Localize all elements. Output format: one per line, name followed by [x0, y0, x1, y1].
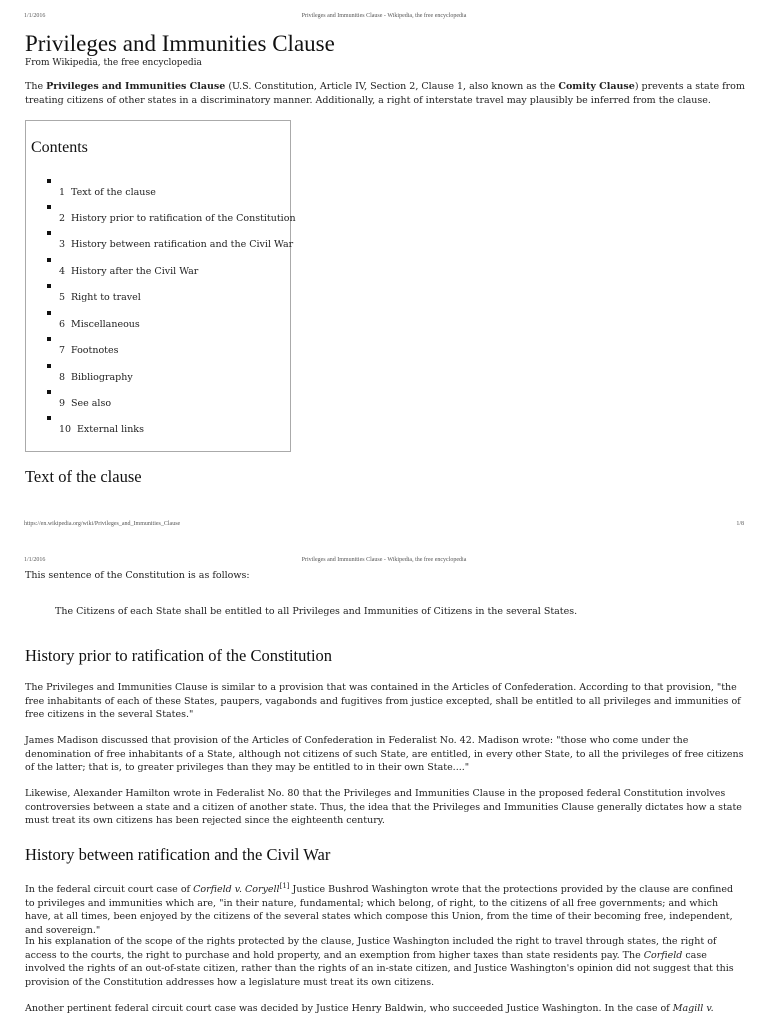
toc-item[interactable]	[26, 416, 290, 442]
toc-item[interactable]	[26, 311, 290, 337]
bullet-icon	[47, 205, 51, 209]
reference-link[interactable]: [1]	[279, 882, 290, 890]
paragraph-text: Likewise, Alexander Hamilton wrote in Federalist No. 80 that the Privileges and Immunities Clause in the proposed federal Constitution involves controversies between a state and a citizen of another state. Thus, the idea that the Privileges and Immunities Clause generally dictates how a state must treat its own citizens has been rejected since the eighteenth century.	[25, 788, 742, 826]
article-header	[25, 31, 745, 68]
section-heading-text-of-clause: Text of the clause	[25, 467, 142, 486]
toc-item-label[interactable]: History after the Civil War	[71, 266, 199, 277]
toc-item-label[interactable]: Right to travel	[71, 292, 141, 303]
section-paragraph	[25, 935, 745, 989]
toc-title: Contents	[31, 139, 88, 156]
toc-item-label[interactable]: External links	[77, 424, 144, 435]
section-paragraph	[25, 1002, 745, 1016]
toc-item-number: 4	[59, 266, 66, 277]
toc-item[interactable]	[26, 179, 290, 205]
toc-item-number: 6	[59, 319, 66, 330]
paragraph-text: case involved the rights of an out-of-state citizen, rather than the rights of an in-state citizen, and Justice Washington's opinion did not suggest that this provision of the Constitution addresses how a legislature must treat its own citizens.	[25, 949, 734, 988]
toc-item-number: 7	[59, 345, 66, 356]
table-of-contents	[25, 120, 296, 452]
toc-item-label[interactable]: Text of the clause	[71, 187, 156, 198]
toc-item-number: 9	[59, 398, 66, 409]
bullet-icon	[47, 337, 51, 341]
page-header-title: Privileges and Immunities Clause - Wikipedia, the free encyclopedia	[301, 557, 467, 563]
bullet-icon	[47, 179, 51, 183]
intro-text: ) prevents a state from treating citizens of other states in a discriminatory manner. Additionally, a right of interstate travel may plausibly be inferred from the clause.	[25, 81, 745, 106]
toc-item-label[interactable]: Miscellaneous	[71, 319, 140, 330]
intro-bold-term[interactable]: Privileges and Immunities Clause	[46, 81, 226, 92]
bullet-icon	[47, 231, 51, 235]
toc-item-number: 5	[59, 292, 66, 303]
toc-item-number: 2	[59, 213, 66, 224]
bullet-icon	[47, 416, 51, 420]
page-subtitle: From Wikipedia, the free encyclopedia	[25, 58, 202, 68]
toc-item-label[interactable]: Footnotes	[71, 345, 119, 356]
clause-intro	[25, 569, 745, 583]
bullet-icon	[47, 311, 51, 315]
intro-paragraph	[25, 80, 745, 107]
bullet-icon	[47, 364, 51, 368]
paragraph-text: The Privileges and Immunities Clause is similar to a provision that was contained in the Articles of Confederation. According to that provision, "the free inhabitants of each of these States, paupers, vagabonds and fugitives from justice excepted, shall be entitled to all privileges and immunities of free citizens in the several States."	[25, 682, 741, 720]
case-name: Corfield	[643, 949, 683, 961]
toc-item[interactable]	[26, 364, 290, 390]
bullet-icon	[47, 284, 51, 288]
section-paragraph	[25, 681, 745, 722]
section-paragraph	[25, 787, 745, 828]
toc-item[interactable]	[26, 205, 296, 231]
paragraph-text: In his explanation of the scope of the rights protected by the clause, Justice Washington included the right to travel through states, the right of access to the courts, the right to purchase and hold property, and an exemption from higher taxes than state residents pay. The	[25, 936, 717, 961]
page-header-date: 1/1/2016	[24, 13, 46, 19]
toc-item-number: 1	[59, 187, 66, 198]
page-footer-number: 1/8	[736, 521, 744, 527]
intro-bold-term[interactable]: Comity Clause	[558, 81, 635, 92]
toc-item-label[interactable]: History between ratification and the Civil War	[71, 239, 294, 250]
page-header-date: 1/1/2016	[24, 557, 46, 563]
toc-item-number: 8	[59, 372, 66, 383]
toc-item-label[interactable]: Bibliography	[71, 372, 133, 383]
clause-quote: The Citizens of each State shall be entitled to all Privileges and Immunities of Citizens in the several States.	[55, 606, 578, 617]
clause-intro-text: This sentence of the Constitution is as follows:	[25, 570, 250, 581]
toc-item-number: 10	[59, 424, 72, 435]
toc-item-label[interactable]: See also	[71, 398, 112, 409]
toc-item[interactable]	[26, 284, 290, 310]
toc-item[interactable]	[26, 231, 294, 257]
paragraph-text: Another pertinent federal circuit court case was decided by Justice Henry Baldwin, who succeeded Justice Washington. In the case of	[25, 1003, 673, 1014]
page-title: Privileges and Immunities Clause	[25, 31, 335, 56]
toc-item-label[interactable]: History prior to ratification of the Constitution	[71, 213, 296, 224]
bullet-icon	[47, 390, 51, 394]
section-paragraph	[25, 880, 745, 937]
case-name: Magill v.	[672, 1003, 714, 1014]
paragraph-text: James Madison discussed that provision of the Articles of Confederation in Federalist No. 42. Madison wrote: "those who come under the denomination of free inhabitants of a State, although not citizens of such State, are entitled, in every other State, to all the privileges of free citizens of the latter; that is, to greater privileges than they may be entitled to in their own State...."	[25, 735, 744, 773]
toc-item[interactable]	[26, 258, 290, 284]
toc-item-number: 3	[59, 239, 66, 250]
case-name-link[interactable]: Corfield v. Coryell	[193, 884, 280, 896]
toc-item[interactable]	[26, 390, 290, 416]
paragraph-text: In the federal circuit court case of	[25, 884, 194, 896]
page-header-title: Privileges and Immunities Clause - Wikipedia, the free encyclopedia	[301, 13, 467, 19]
intro-text: (U.S. Constitution, Article IV, Section 2, Clause 1, also known as the	[225, 81, 559, 92]
section-paragraph	[25, 734, 745, 775]
page-footer-url: https://en.wikipedia.org/wiki/Privileges_and_Immunities_Clause	[24, 521, 181, 527]
intro-text: The	[25, 81, 47, 92]
paragraph-text: Justice Bushrod Washington wrote that the protections provided by the clause are confined to privileges and immunities which are, "in their nature, fundamental; which belong, of right, to the citizens of all free governments; and which have, at all times, been enjoyed by the citizens of the several states which compose this Union, from the time of their becoming free, independent, and sovereign."	[25, 884, 734, 936]
section-heading-history-between: History between ratification and the Civil War	[25, 845, 331, 864]
bullet-icon	[47, 258, 51, 262]
section-heading-history-prior: History prior to ratification of the Constitution	[25, 646, 333, 665]
toc-item[interactable]	[26, 337, 290, 363]
